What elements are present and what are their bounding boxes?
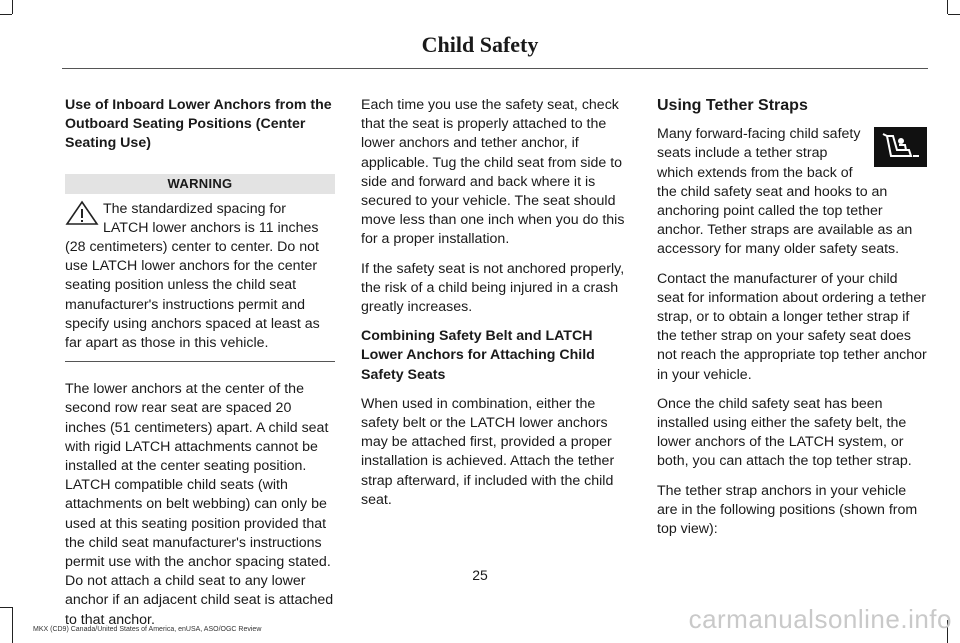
body-paragraph: The lower anchors at the center of the second row rear seat are spaced 20 inches (51 centimeters) apart. A child seat with rigid LATCH attachments cannot be installed at the center seating position. LATCH compatible child seats (with attachments on belt webbing) can only be used at this seating position provided that the child seat manufacturer's instructions permit use with the anchor spacing stated. Do not attach a child seat to any lower anchor if an adjacent child seat is attached to that anchor.: [65, 381, 334, 628]
warning-divider: [65, 361, 335, 362]
column-2: [361, 96, 631, 520]
body-paragraph: Once the child safety seat has been installed using either the safety belt, the lower anchors of the LATCH system, or both, you can attach the top tether strap.: [657, 395, 912, 470]
section-heading: Using Tether Straps: [657, 97, 808, 114]
warning-label: WARNING: [65, 174, 335, 194]
section-subheading: Use of Inboard Lower Anchors from the Outboard Seating Positions (Center Seating Use): [65, 97, 332, 152]
header-divider: [62, 68, 928, 69]
column-1: [65, 96, 335, 640]
document-info: MKX (CD9) Canada/United States of America, enUSA, ASO/OGC Review: [33, 626, 262, 633]
warning-triangle-icon: [65, 200, 99, 226]
page-title: Child Safety: [421, 32, 539, 57]
page-number: 25: [472, 567, 488, 583]
body-paragraph: Many forward-facing child safety seats include a tether strap which extends from the back of the child safety seat and hooks to an anchoring point called the top tether anchor. Tether straps are available as an accessory for many older safety seats.: [657, 126, 913, 258]
body-paragraph: When used in combination, either the safety belt or the LATCH lower anchors may be attached first, provided a proper installation is achieved. Attach the tether strap afterward, if included with the child seat.: [361, 395, 615, 508]
crop-mark: [947, 0, 948, 14]
crop-mark: [0, 607, 12, 608]
body-paragraph: Contact the manufacturer of your child seat for information about ordering a tether strap, or to obtain a longer tether strap if the tether strap on your safety seat does not reach the appropriate top tether anchor in your vehicle.: [657, 270, 927, 383]
column-3: [657, 96, 927, 549]
crop-mark: [948, 14, 960, 15]
crop-mark: [12, 607, 13, 643]
crop-mark: [0, 14, 12, 15]
child-seat-tether-icon: [874, 127, 927, 167]
crop-mark: [12, 0, 13, 14]
watermark: carmanualsonline.info: [688, 604, 952, 634]
warning-text: The standardized spacing for LATCH lower anchors is 11 inches (28 centimeters) center to center. Do not use LATCH lower anchors for the center seating position unless the child seat manufacturer's instructions permit and specify using anchors spaced at least as far apart as those in this vehicle.: [65, 200, 320, 352]
body-paragraph: If the safety seat is not anchored properly, the risk of a child being injured in a crash greatly increases.: [361, 260, 625, 316]
section-subheading: Combining Safety Belt and LATCH Lower Anchors for Attaching Child Safety Seats: [361, 328, 595, 383]
body-paragraph: The tether strap anchors in your vehicle are in the following positions (shown from top view):: [657, 482, 918, 538]
body-paragraph: Each time you use the safety seat, check that the seat is properly attached to the lower anchors and tether anchor, if applicable. Tug the child seat from side to side and forward and back where it is secured to your vehicle. The seat should move less than one inch when you do this for a proper installation.: [361, 97, 625, 248]
warning-block: [65, 200, 335, 354]
